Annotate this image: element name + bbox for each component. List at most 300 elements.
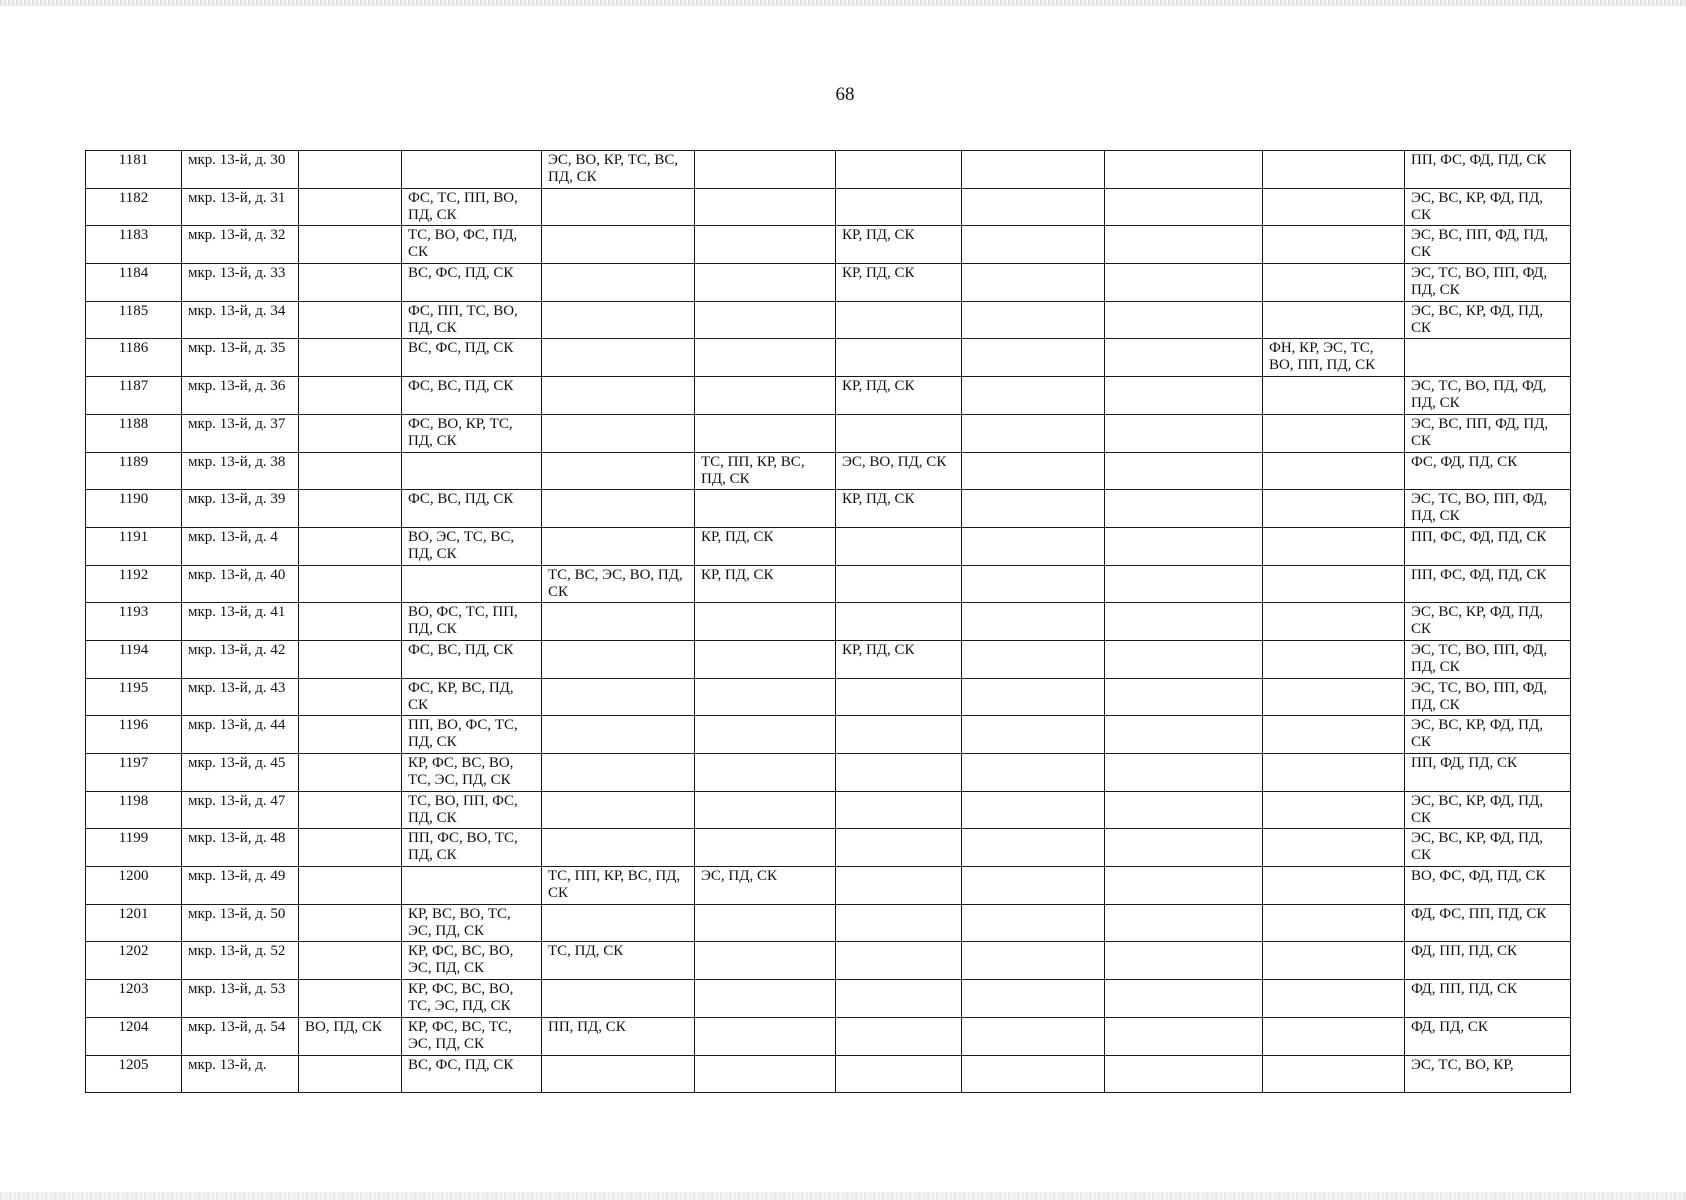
works-cell: ВО, ПД, СК [299, 1017, 402, 1055]
works-cell [1263, 264, 1405, 302]
works-cell [836, 151, 962, 189]
address-cell: мкр. 13-й, д. 41 [182, 603, 299, 641]
works-cell [299, 490, 402, 528]
works-cell [1263, 1017, 1405, 1055]
address-cell: мкр. 13-й, д. 53 [182, 980, 299, 1018]
works-cell [1105, 754, 1263, 792]
works-cell [836, 339, 962, 377]
works-cell [836, 942, 962, 980]
works-cell [1263, 603, 1405, 641]
works-cell: ФС, ВО, КР, ТС, ПД, СК [402, 414, 542, 452]
works-cell: ВС, ФС, ПД, СК [402, 1055, 542, 1093]
table-row [86, 490, 1571, 528]
works-cell [962, 904, 1105, 942]
works-cell [542, 490, 695, 528]
works-cell: ЭС, ВС, КР, ФД, ПД, СК [1405, 791, 1571, 829]
works-cell [695, 678, 836, 716]
works-cell [402, 452, 542, 490]
works-cell [542, 603, 695, 641]
works-cell [1105, 1055, 1263, 1093]
row-number-cell: 1200 [86, 867, 182, 905]
works-cell [299, 226, 402, 264]
works-cell [299, 678, 402, 716]
works-cell [962, 490, 1105, 528]
address-cell: мкр. 13-й, д. 45 [182, 754, 299, 792]
works-cell: КР, ФС, ВС, ВО, ТС, ЭС, ПД, СК [402, 754, 542, 792]
works-cell [1263, 640, 1405, 678]
works-cell: ЭС, ТС, ВО, ПП, ФД, ПД, СК [1405, 264, 1571, 302]
works-cell [1105, 377, 1263, 415]
table-row [86, 904, 1571, 942]
table-row [86, 151, 1571, 189]
works-cell [836, 1055, 962, 1093]
address-cell: мкр. 13-й, д. 34 [182, 301, 299, 339]
works-cell [1105, 151, 1263, 189]
table-row [86, 339, 1571, 377]
works-cell [962, 377, 1105, 415]
works-cell: КР, ПД, СК [836, 377, 962, 415]
works-cell [695, 716, 836, 754]
table-row [86, 1017, 1571, 1055]
table-row [86, 640, 1571, 678]
works-cell [1263, 527, 1405, 565]
works-cell [1105, 716, 1263, 754]
scan-edge-top [0, 0, 1686, 6]
row-number-cell: 1203 [86, 980, 182, 1018]
works-cell [962, 980, 1105, 1018]
works-cell [299, 1055, 402, 1093]
works-cell [836, 791, 962, 829]
row-number-cell: 1201 [86, 904, 182, 942]
works-cell [299, 151, 402, 189]
address-cell: мкр. 13-й, д. 50 [182, 904, 299, 942]
works-cell [1263, 151, 1405, 189]
works-cell [1105, 414, 1263, 452]
table-row [86, 603, 1571, 641]
works-cell: КР, ПД, СК [836, 226, 962, 264]
works-cell [695, 791, 836, 829]
works-cell [836, 414, 962, 452]
works-cell [1263, 452, 1405, 490]
row-number-cell: 1184 [86, 264, 182, 302]
table-row [86, 716, 1571, 754]
works-cell [402, 565, 542, 603]
works-cell [962, 867, 1105, 905]
works-cell [695, 151, 836, 189]
works-cell: КР, ПД, СК [836, 264, 962, 302]
address-cell: мкр. 13-й, д. 48 [182, 829, 299, 867]
works-cell [1105, 678, 1263, 716]
works-cell [1263, 791, 1405, 829]
table-row [86, 754, 1571, 792]
address-cell: мкр. 13-й, д. 36 [182, 377, 299, 415]
works-cell: ЭС, ВО, ПД, СК [836, 452, 962, 490]
works-cell [695, 188, 836, 226]
works-cell [962, 678, 1105, 716]
works-cell [695, 226, 836, 264]
works-cell [299, 640, 402, 678]
works-cell [542, 264, 695, 302]
works-cell [542, 188, 695, 226]
works-cell [1263, 754, 1405, 792]
works-cell [1105, 640, 1263, 678]
works-cell [299, 791, 402, 829]
works-cell [1263, 565, 1405, 603]
works-cell: ФС, ВС, ПД, СК [402, 640, 542, 678]
works-cell: ФД, ПП, ПД, СК [1405, 942, 1571, 980]
works-cell [299, 339, 402, 377]
table-row [86, 301, 1571, 339]
works-cell [962, 942, 1105, 980]
works-cell [1105, 339, 1263, 377]
row-number-cell: 1204 [86, 1017, 182, 1055]
works-cell [299, 980, 402, 1018]
table-row [86, 829, 1571, 867]
works-cell: ВС, ФС, ПД, СК [402, 264, 542, 302]
row-number-cell: 1192 [86, 565, 182, 603]
works-cell: ЭС, ТС, ВО, КР, [1405, 1055, 1571, 1093]
works-cell [695, 980, 836, 1018]
works-cell [962, 414, 1105, 452]
row-number-cell: 1202 [86, 942, 182, 980]
works-cell: ЭС, ТС, ВО, ПП, ФД, ПД, СК [1405, 640, 1571, 678]
works-cell: ФД, ФС, ПП, ПД, СК [1405, 904, 1571, 942]
works-cell: ФС, ПП, ТС, ВО, ПД, СК [402, 301, 542, 339]
works-cell: ВО, ФС, ТС, ПП, ПД, СК [402, 603, 542, 641]
table-row [86, 678, 1571, 716]
row-number-cell: 1195 [86, 678, 182, 716]
works-cell [695, 603, 836, 641]
address-cell: мкр. 13-й, д. 38 [182, 452, 299, 490]
works-cell [1105, 603, 1263, 641]
works-cell [695, 301, 836, 339]
works-cell [542, 754, 695, 792]
works-cell [542, 1055, 695, 1093]
works-cell [695, 490, 836, 528]
works-cell [542, 678, 695, 716]
works-cell: ЭС, ВС, ПП, ФД, ПД, СК [1405, 414, 1571, 452]
row-number-cell: 1199 [86, 829, 182, 867]
works-cell [836, 527, 962, 565]
works-cell [836, 603, 962, 641]
table-row [86, 867, 1571, 905]
address-cell: мкр. 13-й, д. 4 [182, 527, 299, 565]
works-cell: ФС, ФД, ПД, СК [1405, 452, 1571, 490]
works-cell [695, 1017, 836, 1055]
works-cell [962, 1017, 1105, 1055]
works-cell [962, 301, 1105, 339]
works-cell: ЭС, ВС, КР, ФД, ПД, СК [1405, 829, 1571, 867]
works-cell: ФС, ТС, ПП, ВО, ПД, СК [402, 188, 542, 226]
works-cell [1263, 1055, 1405, 1093]
works-cell [1263, 490, 1405, 528]
works-cell [542, 716, 695, 754]
works-cell: ЭС, ТС, ВО, ПД, ФД, ПД, СК [1405, 377, 1571, 415]
works-cell [962, 264, 1105, 302]
row-number-cell: 1181 [86, 151, 182, 189]
works-cell [836, 716, 962, 754]
works-cell: ВС, ФС, ПД, СК [402, 339, 542, 377]
works-cell: ВО, ЭС, ТС, ВС, ПД, СК [402, 527, 542, 565]
works-cell [962, 226, 1105, 264]
works-cell [695, 754, 836, 792]
works-cell [695, 942, 836, 980]
address-cell: мкр. 13-й, д. 31 [182, 188, 299, 226]
works-cell [542, 527, 695, 565]
works-cell [836, 1017, 962, 1055]
works-cell [542, 377, 695, 415]
table-row [86, 565, 1571, 603]
works-cell [542, 829, 695, 867]
works-cell [299, 188, 402, 226]
works-cell: ПП, ПД, СК [542, 1017, 695, 1055]
address-cell: мкр. 13-й, д. 33 [182, 264, 299, 302]
works-cell [1263, 829, 1405, 867]
works-cell [695, 264, 836, 302]
works-cell [299, 603, 402, 641]
works-cell: ПП, ФС, ФД, ПД, СК [1405, 151, 1571, 189]
address-cell: мкр. 13-й, д. 47 [182, 791, 299, 829]
works-cell [542, 980, 695, 1018]
works-cell [695, 904, 836, 942]
works-cell: ФД, ПД, СК [1405, 1017, 1571, 1055]
works-cell [962, 565, 1105, 603]
works-cell [542, 339, 695, 377]
works-cell [299, 377, 402, 415]
row-number-cell: 1189 [86, 452, 182, 490]
row-number-cell: 1205 [86, 1055, 182, 1093]
works-cell [962, 1055, 1105, 1093]
works-cell: КР, ФС, ВС, ТС, ЭС, ПД, СК [402, 1017, 542, 1055]
works-cell: ЭС, ВС, ПП, ФД, ПД, СК [1405, 226, 1571, 264]
works-cell: КР, ФС, ВС, ВО, ТС, ЭС, ПД, СК [402, 980, 542, 1018]
row-number-cell: 1186 [86, 339, 182, 377]
works-cell [836, 301, 962, 339]
works-cell: КР, ПД, СК [836, 640, 962, 678]
works-cell [1263, 942, 1405, 980]
works-cell [542, 414, 695, 452]
works-cell: КР, ПД, СК [695, 565, 836, 603]
works-cell [962, 339, 1105, 377]
row-number-cell: 1185 [86, 301, 182, 339]
works-cell: ТС, ПП, КР, ВС, ПД, СК [542, 867, 695, 905]
works-cell [962, 716, 1105, 754]
works-cell [1405, 339, 1571, 377]
works-cell [836, 829, 962, 867]
table-row [86, 942, 1571, 980]
works-cell [836, 754, 962, 792]
works-cell [299, 829, 402, 867]
works-cell [1263, 188, 1405, 226]
row-number-cell: 1197 [86, 754, 182, 792]
scan-edge-bottom [0, 1192, 1686, 1200]
works-cell [299, 942, 402, 980]
works-cell [1105, 791, 1263, 829]
works-cell [1105, 565, 1263, 603]
works-cell [962, 452, 1105, 490]
table-row [86, 452, 1571, 490]
row-number-cell: 1198 [86, 791, 182, 829]
works-cell [695, 377, 836, 415]
works-cell: ЭС, ВС, КР, ФД, ПД, СК [1405, 188, 1571, 226]
works-cell: ПП, ФС, ФД, ПД, СК [1405, 527, 1571, 565]
row-number-cell: 1188 [86, 414, 182, 452]
works-cell: ТС, ВО, ФС, ПД, СК [402, 226, 542, 264]
works-cell: ЭС, ВО, КР, ТС, ВС, ПД, СК [542, 151, 695, 189]
address-cell: мкр. 13-й, д. 42 [182, 640, 299, 678]
table-row [86, 791, 1571, 829]
works-cell [1105, 904, 1263, 942]
works-cell [1105, 188, 1263, 226]
table-row [86, 414, 1571, 452]
row-number-cell: 1187 [86, 377, 182, 415]
works-cell: ПП, ФД, ПД, СК [1405, 754, 1571, 792]
works-cell [962, 640, 1105, 678]
works-cell: ЭС, ВС, КР, ФД, ПД, СК [1405, 301, 1571, 339]
works-cell [695, 640, 836, 678]
works-cell [1263, 377, 1405, 415]
works-cell [1263, 678, 1405, 716]
table-row [86, 527, 1571, 565]
works-cell: ТС, ВС, ЭС, ВО, ПД, СК [542, 565, 695, 603]
works-cell [542, 226, 695, 264]
row-number-cell: 1196 [86, 716, 182, 754]
works-cell [1263, 904, 1405, 942]
works-cell [1263, 980, 1405, 1018]
works-cell [1105, 264, 1263, 302]
works-cell [836, 678, 962, 716]
address-cell: мкр. 13-й, д. [182, 1055, 299, 1093]
works-cell [962, 754, 1105, 792]
works-cell [1105, 942, 1263, 980]
works-cell [962, 829, 1105, 867]
works-cell [542, 904, 695, 942]
table-row [86, 980, 1571, 1018]
works-cell [299, 867, 402, 905]
works-cell: ЭС, ВС, КР, ФД, ПД, СК [1405, 603, 1571, 641]
works-cell [962, 188, 1105, 226]
works-cell [299, 527, 402, 565]
works-cell [1263, 301, 1405, 339]
works-cell: ФД, ПП, ПД, СК [1405, 980, 1571, 1018]
works-cell [1263, 716, 1405, 754]
table-row [86, 264, 1571, 302]
works-cell [1105, 226, 1263, 264]
works-cell [1105, 490, 1263, 528]
address-cell: мкр. 13-й, д. 37 [182, 414, 299, 452]
row-number-cell: 1194 [86, 640, 182, 678]
table-row [86, 226, 1571, 264]
works-cell [695, 1055, 836, 1093]
works-cell [299, 301, 402, 339]
address-cell: мкр. 13-й, д. 44 [182, 716, 299, 754]
table-row [86, 188, 1571, 226]
works-cell: ЭС, ТС, ВО, ПП, ФД, ПД, СК [1405, 678, 1571, 716]
table-row [86, 377, 1571, 415]
works-cell [695, 414, 836, 452]
works-cell: ФС, ВС, ПД, СК [402, 490, 542, 528]
works-cell [542, 301, 695, 339]
address-cell: мкр. 13-й, д. 30 [182, 151, 299, 189]
row-number-cell: 1191 [86, 527, 182, 565]
works-cell: ПП, ФС, ФД, ПД, СК [1405, 565, 1571, 603]
works-cell [1263, 867, 1405, 905]
works-cell [1263, 226, 1405, 264]
works-cell [1105, 829, 1263, 867]
works-cell: ПП, ВО, ФС, ТС, ПД, СК [402, 716, 542, 754]
address-cell: мкр. 13-й, д. 54 [182, 1017, 299, 1055]
works-cell [836, 565, 962, 603]
address-cell: мкр. 13-й, д. 52 [182, 942, 299, 980]
works-cell: КР, ВС, ВО, ТС, ЭС, ПД, СК [402, 904, 542, 942]
works-cell: ТС, ВО, ПП, ФС, ПД, СК [402, 791, 542, 829]
address-cell: мкр. 13-й, д. 35 [182, 339, 299, 377]
works-cell [1105, 980, 1263, 1018]
works-cell: ЭС, ПД, СК [695, 867, 836, 905]
works-cell: ФС, ВС, ПД, СК [402, 377, 542, 415]
works-cell: ФН, КР, ЭС, ТС, ВО, ПП, ПД, СК [1263, 339, 1405, 377]
works-cell: ТС, ПП, КР, ВС, ПД, СК [695, 452, 836, 490]
table-row [86, 1055, 1571, 1093]
works-cell [1263, 414, 1405, 452]
works-cell [836, 867, 962, 905]
address-cell: мкр. 13-й, д. 40 [182, 565, 299, 603]
works-cell [836, 188, 962, 226]
works-cell [299, 264, 402, 302]
works-cell: ПП, ФС, ВО, ТС, ПД, СК [402, 829, 542, 867]
works-cell [299, 754, 402, 792]
works-cell: ФС, КР, ВС, ПД, СК [402, 678, 542, 716]
works-cell [542, 791, 695, 829]
row-number-cell: 1190 [86, 490, 182, 528]
address-cell: мкр. 13-й, д. 49 [182, 867, 299, 905]
works-cell [1105, 527, 1263, 565]
table-body [86, 151, 1571, 1093]
works-cell [1105, 301, 1263, 339]
works-cell [836, 980, 962, 1018]
row-number-cell: 1193 [86, 603, 182, 641]
works-cell [962, 603, 1105, 641]
works-cell [402, 151, 542, 189]
works-cell [836, 904, 962, 942]
works-cell [962, 527, 1105, 565]
works-schedule-table [85, 150, 1571, 1093]
works-cell [695, 829, 836, 867]
address-cell: мкр. 13-й, д. 39 [182, 490, 299, 528]
works-cell [299, 414, 402, 452]
works-cell: КР, ФС, ВС, ВО, ЭС, ПД, СК [402, 942, 542, 980]
works-cell [695, 339, 836, 377]
works-cell [542, 452, 695, 490]
works-cell [1105, 1017, 1263, 1055]
works-cell [299, 716, 402, 754]
works-cell [962, 151, 1105, 189]
row-number-cell: 1182 [86, 188, 182, 226]
address-cell: мкр. 13-й, д. 43 [182, 678, 299, 716]
works-cell [299, 452, 402, 490]
works-cell: ВО, ФС, ФД, ПД, СК [1405, 867, 1571, 905]
works-cell [1105, 867, 1263, 905]
works-cell: ЭС, ВС, КР, ФД, ПД, СК [1405, 716, 1571, 754]
works-cell [962, 791, 1105, 829]
works-cell [1105, 452, 1263, 490]
address-cell: мкр. 13-й, д. 32 [182, 226, 299, 264]
page-number: 68 [835, 84, 855, 105]
works-cell: ТС, ПД, СК [542, 942, 695, 980]
works-cell [542, 640, 695, 678]
works-cell [299, 565, 402, 603]
works-cell: ЭС, ТС, ВО, ПП, ФД, ПД, СК [1405, 490, 1571, 528]
